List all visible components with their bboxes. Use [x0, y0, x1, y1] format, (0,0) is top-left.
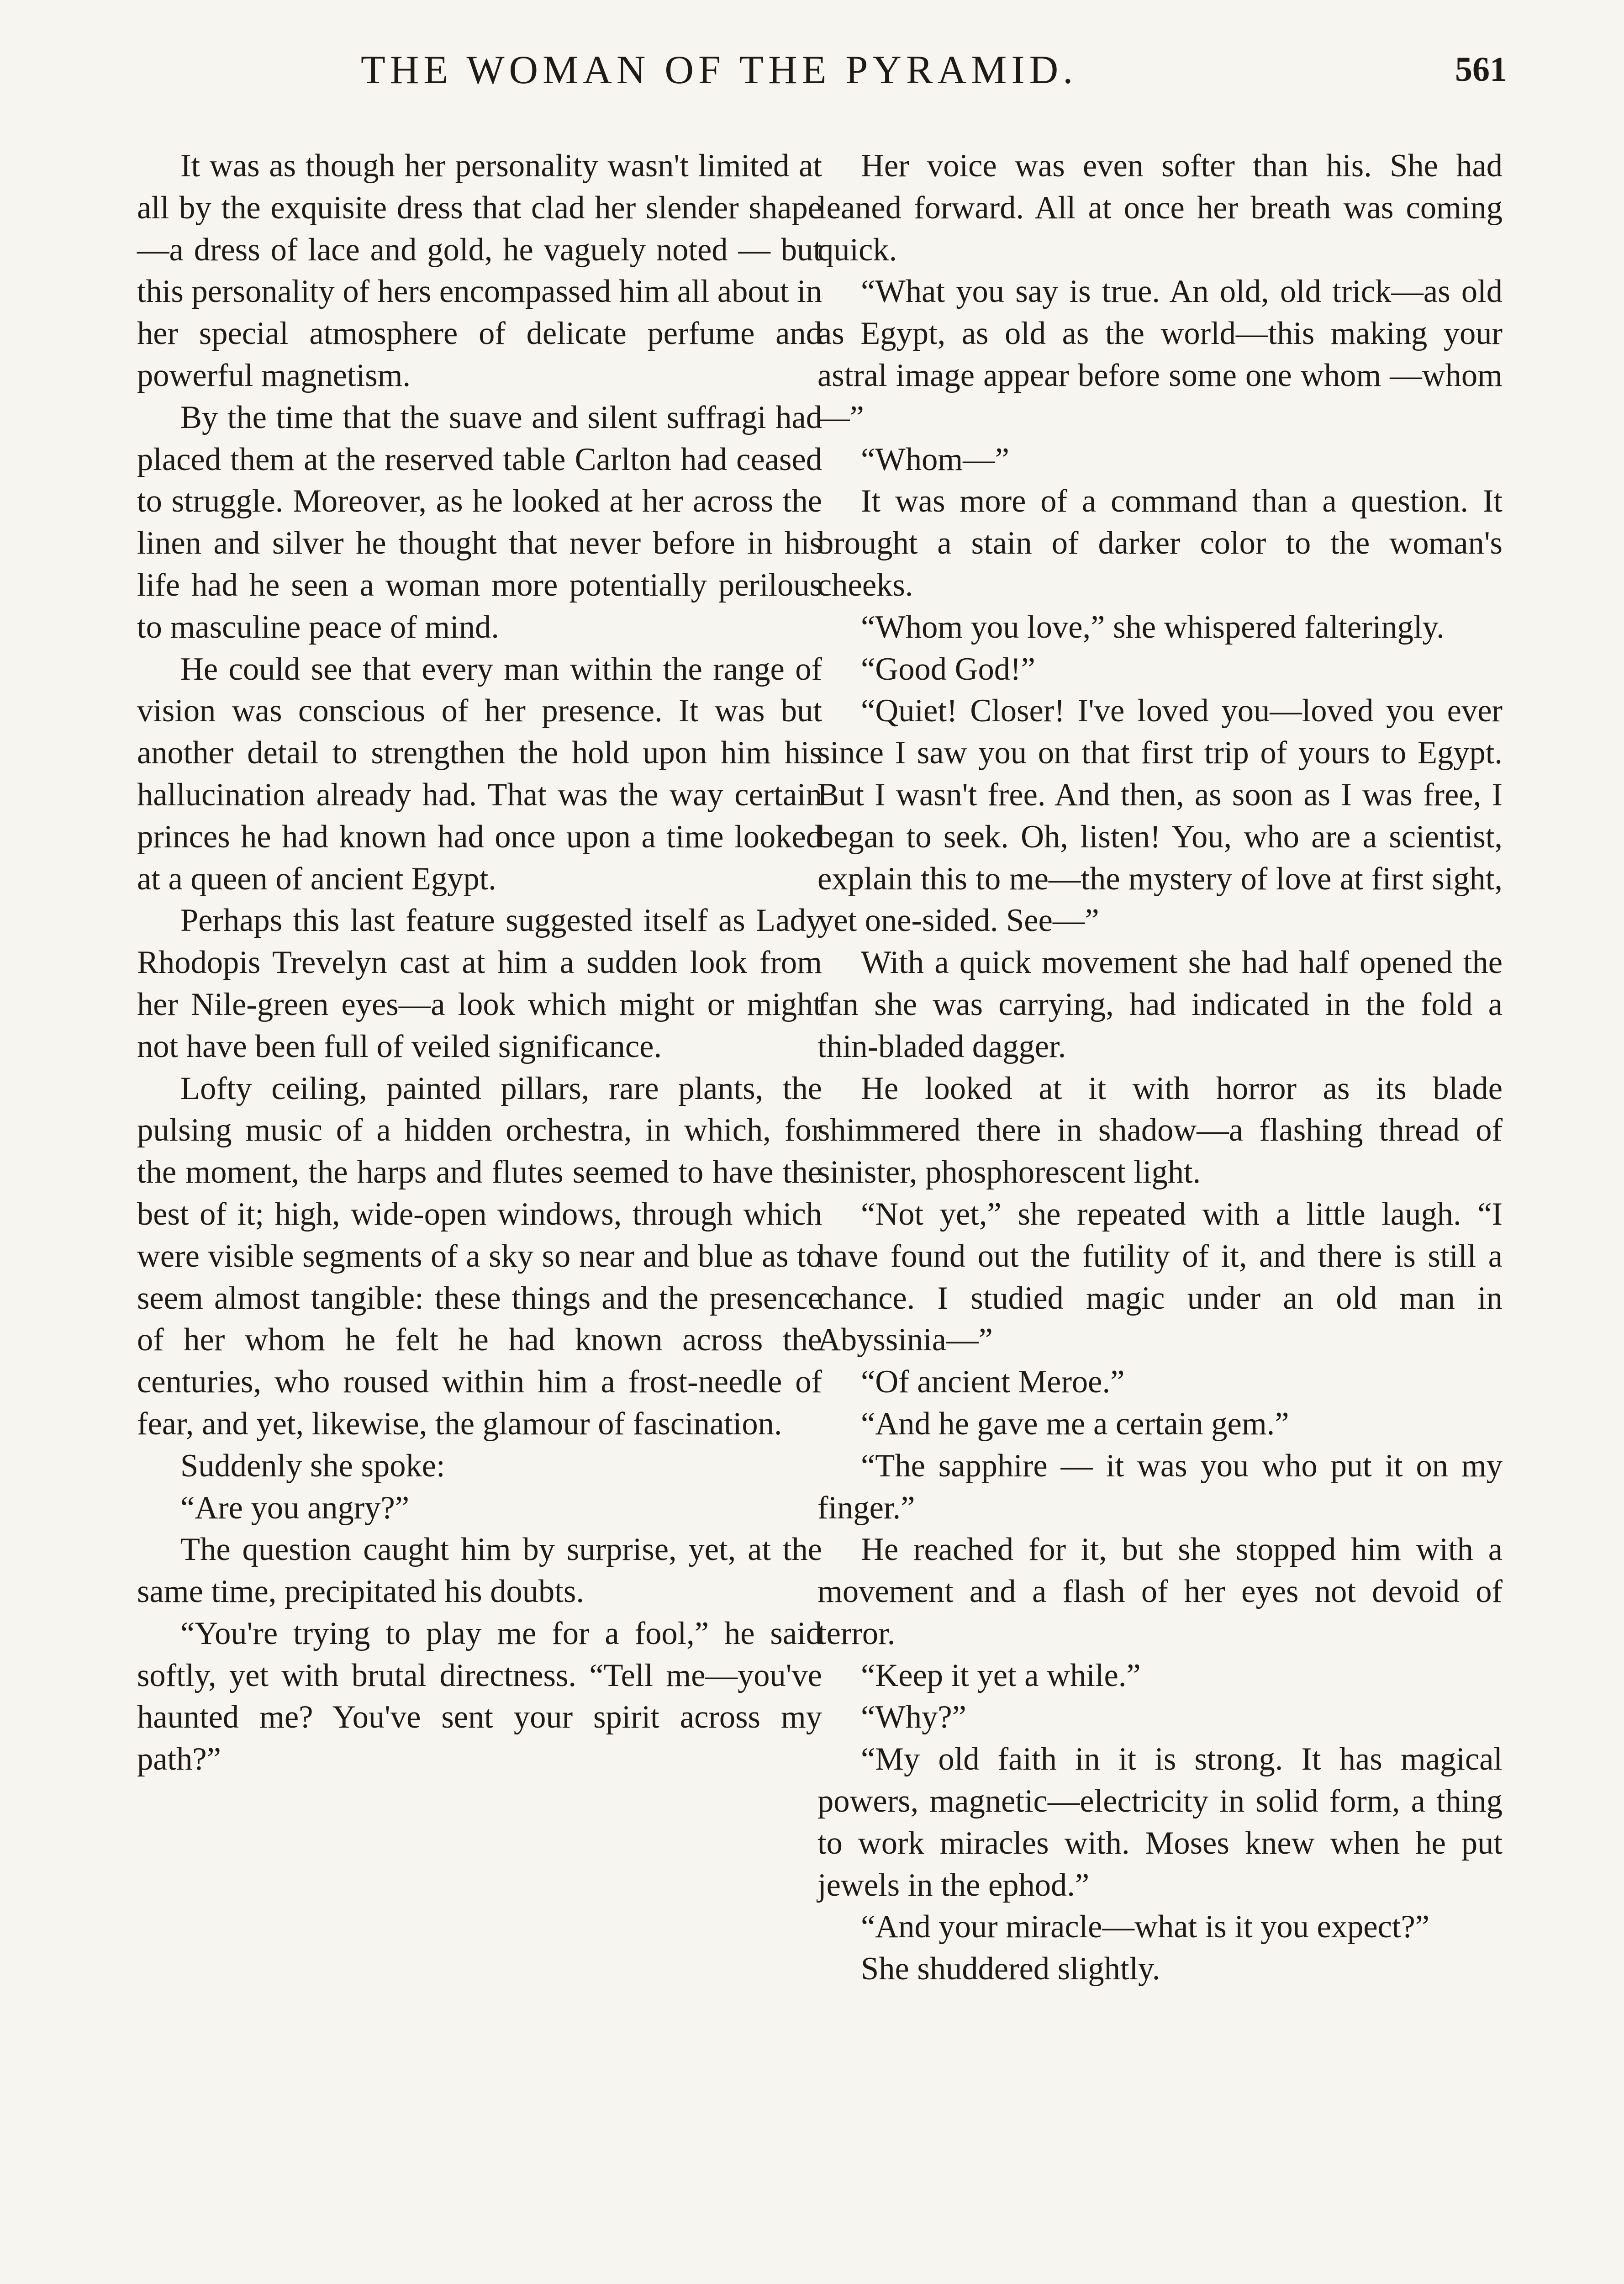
paragraph: “You're trying to play me for a fool,” he said softly, yet with brutal directness. “Tell me—you've haunted me? You've sent your spirit across my path?” [137, 1615, 822, 1777]
paragraph: “Why?” [861, 1699, 966, 1735]
paragraph: “My old faith in it is strong. It has magical powers, magnetic—electricity in solid form, a thing to work miracles with. Moses knew when he put jewels in the ephod.” [817, 1741, 1503, 1903]
paragraph: “Not yet,” she repeated with a little laugh. “I have found out the futility of it, and there is still a chance. I studied magic under an old man in Abyssinia—” [817, 1196, 1503, 1358]
paragraph: “Whom—” [861, 441, 1009, 477]
paragraph: “Of ancient Meroe.” [861, 1364, 1125, 1400]
paragraph: He could see that every man within the range of vision was conscious of her presence. It was but another detail to strengthen the hold upon him his hallucination already had. That was the way certain princes he had known had once upon a time looked at a queen of ancient Egypt. [137, 651, 822, 897]
running-title: THE WOMAN OF THE PYRAMID. [361, 48, 1078, 92]
paragraph: Lofty ceiling, painted pillars, rare plants, the pulsing music of a hidden orchestra, in which, for the moment, the harps and flutes seemed to have the best of it; high, wide-open windows, through which were visible segments of a sky so near and blue as to seem almost tangible: these things and the presence of her whom he felt he had known across the centuries, who roused within him a frost-needle of fear, and yet, likewise, the glamour of fascination. [137, 1070, 822, 1442]
page-number: 561 [1455, 50, 1507, 89]
page-header [146, 50, 1507, 114]
paragraph: “What you say is true. An old, old trick—as old as Egypt, as old as the world—this making your astral image appear before some one whom —whom—” [817, 274, 1503, 435]
left-column [137, 145, 822, 1781]
paragraph: Her voice was even softer than his. She had leaned forward. All at once her breath was coming quick. [817, 148, 1503, 268]
paragraph: With a quick movement she had half opened the fan she was carrying, had indicated in the fold a thin-bladed dagger. [817, 945, 1503, 1064]
paragraph: Suddenly she spoke: [180, 1448, 445, 1484]
paragraph: He looked at it with horror as its blade shimmered there in shadow—a flashing thread of sinister, phosphorescent light. [817, 1070, 1503, 1190]
paragraph: “Keep it yet a while.” [861, 1657, 1141, 1693]
paragraph: “And your miracle—what is it you expect?” [861, 1909, 1430, 1945]
right-column [817, 145, 1503, 1990]
paragraph: The question caught him by surprise, yet, at the same time, precipitated his doubts. [137, 1532, 822, 1610]
paragraph: “Good God!” [861, 651, 1035, 687]
paragraph: It was more of a command than a question. It brought a stain of darker color to the woman's cheeks. [817, 483, 1503, 603]
paragraph: He reached for it, but she stopped him with a movement and a flash of her eyes not devoid of terror. [817, 1532, 1503, 1651]
paragraph: “The sapphire — it was you who put it on my finger.” [817, 1448, 1503, 1526]
paragraph: It was as though her personality wasn't limited at all by the exquisite dress that clad her slender shape—a dress of lace and gold, he vaguely noted — but this personality of hers encompassed him all about in her special atmosphere of delicate perfume and powerful magnetism. [137, 148, 822, 393]
paragraph: She shuddered slightly. [861, 1951, 1160, 1987]
paragraph: “And he gave me a certain gem.” [861, 1406, 1289, 1442]
paragraph: “Are you angry?” [180, 1490, 410, 1526]
paragraph: Perhaps this last feature suggested itself as Lady Rhodopis Trevelyn cast at him a sudden look from her Nile-green eyes—a look which might or might not have been full of veiled significance. [137, 903, 822, 1064]
paragraph: “Quiet! Closer! I've loved you—loved you ever since I saw you on that first trip of yours to Egypt. But I wasn't free. And then, as soon as I was free, I began to seek. Oh, listen! You, who are a scientist, explain this to me—the mystery of love at first sight, yet one-sided. See—” [817, 693, 1503, 939]
paragraph: “Whom you love,” she whispered falteringly. [861, 609, 1445, 645]
paragraph: By the time that the suave and silent suffragi had placed them at the reserved table Carlton had ceased to struggle. Moreover, as he looked at her across the linen and silver he thought that never before in his life had he seen a woman more potentially perilous to masculine peace of mind. [137, 399, 822, 645]
